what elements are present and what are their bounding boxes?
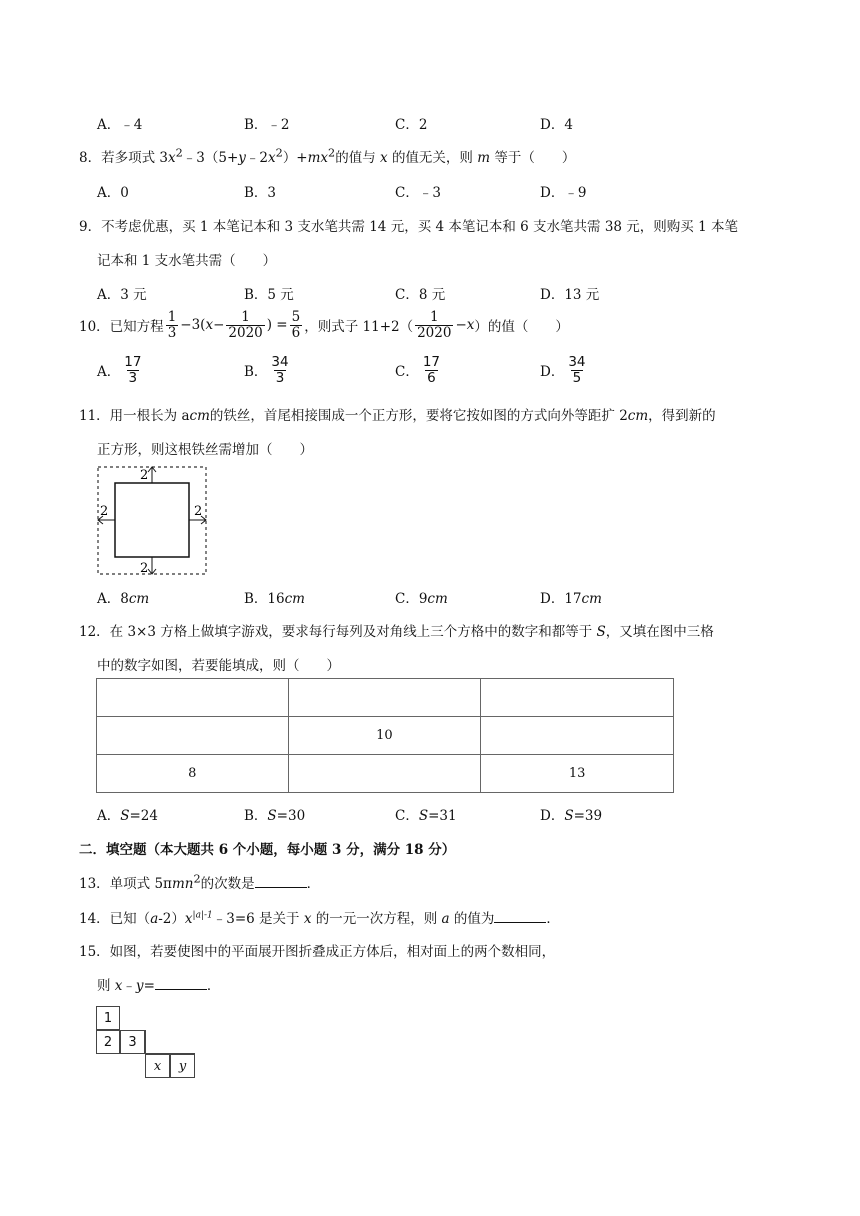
q10-option-b: B． $\frac{34}{3}$ <box>244 354 289 386</box>
q7-option-b: B．﹣2 <box>244 117 290 133</box>
q7-option-d: D．4 <box>540 117 573 133</box>
q12-grid <box>96 678 674 793</box>
net-cell-1: 1 <box>96 1006 120 1030</box>
q8-option-c: C．﹣3 <box>395 185 441 201</box>
net-cell-x: x <box>145 1054 170 1078</box>
q8-option-d: D．﹣9 <box>540 185 587 201</box>
net-cell-y: y <box>170 1054 195 1078</box>
q15-line-1: 15．如图，若要使图中的平面展开图折叠成正方体后，相对面上的两个数相同， <box>79 944 556 960</box>
q7-option-a: A．﹣4 <box>97 117 143 133</box>
q12-option-a: A．S=24 <box>97 808 158 824</box>
q14-stem: 14．已知$(a-2)x^{|a|-1}﹣3=6$ 是关于 x 的一元一次方程，则 a 的值为 ． <box>79 910 560 927</box>
q10-option-a: A． $\frac{17}{3}$ <box>97 354 142 386</box>
q11-label-left: 2 <box>100 504 109 519</box>
q11-option-c: C．9cm <box>395 591 448 607</box>
q8-option-a: A．0 <box>97 185 129 201</box>
q8-stem: 8．若多项式 $3x^2﹣3(5+y﹣2x^2)+mx^2$的值与 x 的值无关，则 m 等于（ ） <box>79 146 576 166</box>
q10-option-d: D． $\frac{34}{5}$ <box>540 354 586 386</box>
q9-option-d: D．13 元 <box>540 287 600 303</box>
q12-option-b: B．S=30 <box>244 808 306 824</box>
q15-cube-net <box>96 1006 196 1078</box>
grid-cell <box>288 755 481 793</box>
q15-answer-blank <box>155 977 207 990</box>
q10-option-c: C． $\frac{17}{6}$ <box>395 354 441 386</box>
q9-line-2: 记本和 1 支水笔共需（ ） <box>97 253 277 269</box>
q9-option-b: B．5 元 <box>244 287 294 303</box>
q9-option-a: A．3 元 <box>97 287 147 303</box>
q13-answer-blank <box>255 875 307 888</box>
q15-line-2: 则 x﹣y= ． <box>97 978 221 994</box>
net-cell-3: 3 <box>120 1030 145 1054</box>
grid-cell: 8 <box>97 755 289 793</box>
q11-option-a: A．8cm <box>97 591 150 607</box>
grid-cell: 10 <box>288 717 481 755</box>
q11-label-right: 2 <box>194 504 203 519</box>
grid-cell <box>97 679 289 717</box>
q9-line-1: 9．不考虑优惠，买 1 本笔记本和 3 支水笔共需 14 元，买 4 本笔记本和 6 支水笔共需 38 元，则购买 1 本笔 <box>79 219 738 235</box>
grid-cell <box>481 679 674 717</box>
q11-line-1: 11．用一根长为 acm的铁丝，首尾相接围成一个正方形，要将它按如图的方式向外等距扩 2cm，得到新的 <box>79 408 716 424</box>
section-2-title: 二．填空题（本大题共 6 个小题，每小题 3 分，满分 18 分） <box>79 842 456 858</box>
net-edge <box>145 1030 146 1078</box>
q12-option-d: D．S=39 <box>540 808 603 824</box>
q13-stem: 13．单项式 5πmn$^2$的次数是 ． <box>79 872 321 892</box>
grid-cell <box>97 717 289 755</box>
q10-stem: 10．已知方程 $\frac{1}{3}$ −3( x − $\frac{1}{2020}$ ) = $\frac{5}{6}$ ，则式子 11+2（ $\frac{1}{2020}$ − x ）的值（ ） <box>79 309 569 341</box>
q11-option-d: D．17cm <box>540 591 602 607</box>
q11-label-top: 2 <box>140 468 149 483</box>
q7-option-c: C．2 <box>395 117 428 133</box>
q12-line-1: 12．在 3×3 方格上做填字游戏，要求每行每列及对角线上三个方格中的数字和都等于 S，又填在图中三格 <box>79 624 714 640</box>
q8-option-b: B．3 <box>244 185 277 201</box>
q14-answer-blank <box>494 910 546 923</box>
q11-square-figure <box>94 460 210 578</box>
q9-option-c: C．8 元 <box>395 287 446 303</box>
q11-option-b: B．16cm <box>244 591 305 607</box>
grid-cell <box>288 679 481 717</box>
net-cell-2: 2 <box>96 1030 120 1054</box>
q11-label-bottom: 2 <box>140 561 149 576</box>
grid-cell <box>481 717 674 755</box>
grid-cell: 13 <box>481 755 674 793</box>
net-edge <box>145 1053 195 1054</box>
q12-option-c: C．S=31 <box>395 808 457 824</box>
q11-line-2: 正方形，则这根铁丝需增加（ ） <box>97 442 313 458</box>
q12-line-2: 中的数字如图，若要能填成，则（ ） <box>97 658 340 674</box>
